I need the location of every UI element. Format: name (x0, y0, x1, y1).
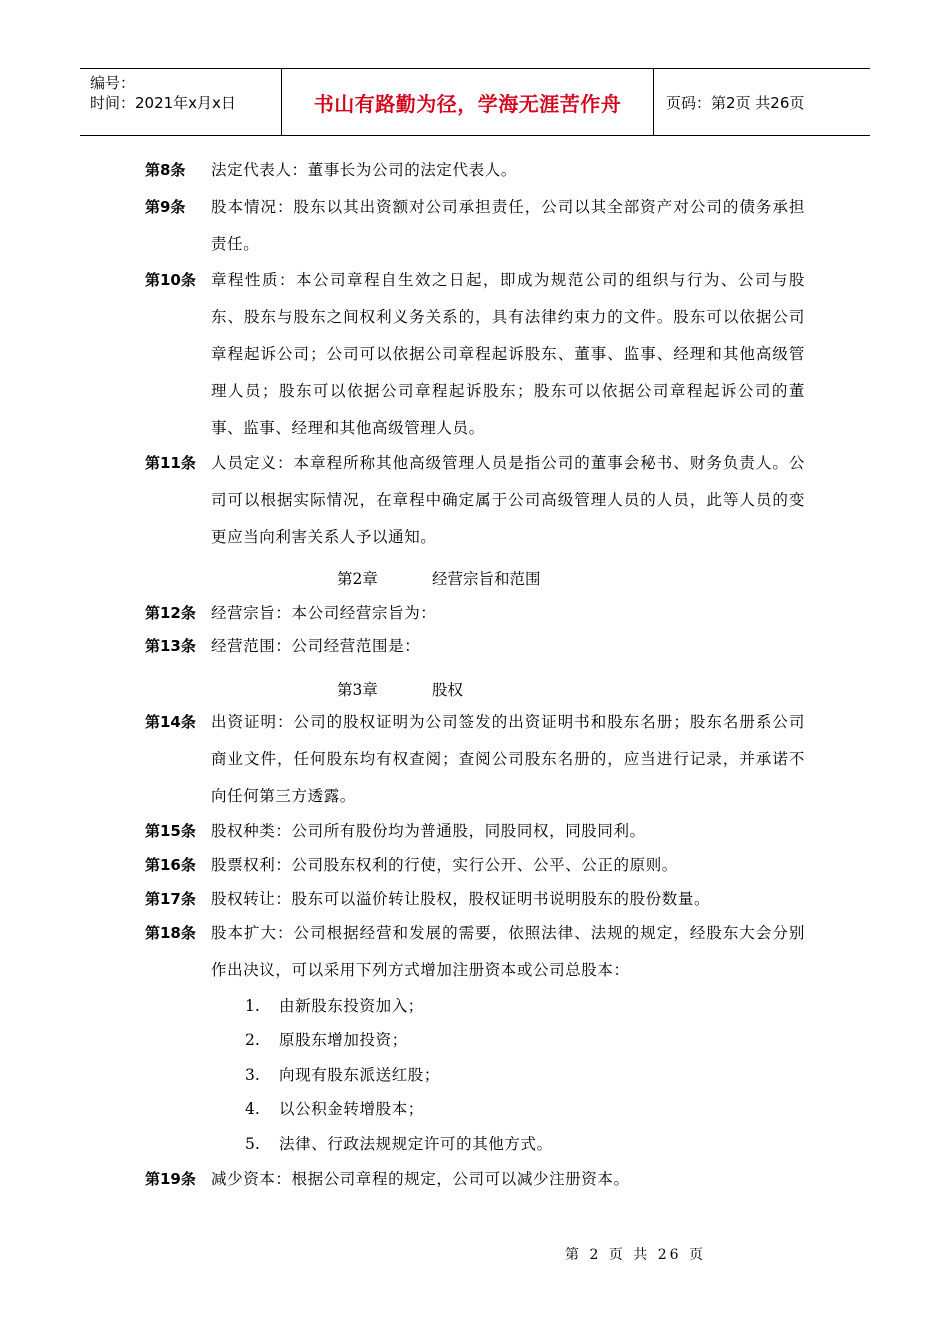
article-number: 第14条 (145, 713, 196, 731)
article-9 (145, 189, 805, 263)
page-header (80, 68, 870, 136)
article-number: 第18条 (145, 924, 196, 942)
article-number: 第15条 (145, 822, 196, 840)
article-number: 第11条 (145, 454, 196, 472)
article-number: 第16条 (145, 856, 196, 874)
article-number: 第13条 (145, 637, 196, 655)
article-text: 股票权利：公司股东权利的行使，实行公开、公平、公正的原则。 (211, 856, 678, 874)
article-8 (145, 152, 805, 189)
article-text: 股本情况：股东以其出资额对公司承担责任，公司以其全部资产对公司的债务承担责任。 (211, 198, 805, 253)
article-text: 股权种类：公司所有股份均为普通股，同股同权，同股同利。 (211, 822, 646, 840)
article-18 (145, 915, 805, 989)
article-text: 章程性质：本公司章程自生效之日起，即成为规范公司的组织与行为、公司与股东、股东与股东之间权利义务关系的，具有法律约束力的文件。股东可以依据公司章程起诉公司；公司可以依据公司章程起诉股东、董事、监事、经理和其他高级管理人员；股东可以依据公司章程起诉股东；股东可以依据公司章程起诉公司的董事、监事、经理和其他高级管理人员。 (211, 271, 805, 437)
article-text: 股权转让：股东可以溢价转让股权，股权证明书说明股东的股份数量。 (211, 890, 711, 908)
article-number: 第9条 (145, 198, 186, 216)
list-number: 2. (245, 1031, 260, 1049)
list-text: 法律、行政法规规定许可的其他方式。 (279, 1135, 553, 1153)
chapter-title: 股权 (432, 681, 464, 699)
list-number: 5. (245, 1135, 260, 1153)
article-text: 人员定义：本章程所称其他高级管理人员是指公司的董事会秘书、财务负责人。公司可以根据实际情况，在章程中确定属于公司高级管理人员的人员，此等人员的变更应当向利害关系人予以通知。 (211, 454, 805, 546)
article-text: 经营范围：公司经营范围是： (211, 637, 421, 655)
article-14 (145, 704, 805, 815)
article-text: 股本扩大：公司根据经营和发展的需要，依照法律、法规的规定，经股东大会分别作出决议，可以采用下列方式增加注册资本或公司总股本： (211, 924, 805, 979)
article-number: 第12条 (145, 604, 196, 622)
article-number: 第10条 (145, 271, 196, 289)
header-page-info: 页码：第2页 共26页 (666, 93, 805, 112)
serial-label: 编号： (90, 74, 136, 92)
date-label: 时间：2021年x月x日 (90, 94, 236, 112)
article-number: 第17条 (145, 890, 196, 908)
header-slogan: 书山有路勤为径，学海无涯苦作舟 (282, 69, 654, 135)
article-10 (145, 262, 805, 447)
article-text: 法定代表人：董事长为公司的法定代表人。 (211, 161, 517, 179)
list-text: 原股东增加投资； (279, 1031, 408, 1049)
article-19 (145, 1161, 805, 1198)
header-left-cell (80, 69, 282, 135)
list-number: 1. (245, 997, 260, 1015)
article-12 (145, 595, 805, 632)
article-16 (145, 847, 805, 884)
article-15 (145, 813, 805, 850)
footer-page-number: 第 2 页 共 26 页 (565, 1247, 706, 1263)
article-number: 第19条 (145, 1170, 196, 1188)
chapter-title: 经营宗旨和范围 (432, 570, 541, 588)
chapter-number: 第2章 (337, 570, 378, 588)
article-13 (145, 628, 805, 665)
article-17 (145, 881, 805, 918)
list-number: 4. (245, 1100, 260, 1118)
chapter-number: 第3章 (337, 681, 378, 699)
article-text: 经营宗旨：本公司经营宗旨为： (211, 604, 437, 622)
article-11 (145, 445, 805, 556)
list-text: 向现有股东派送红股； (279, 1066, 441, 1084)
article-number: 第8条 (145, 161, 186, 179)
list-text: 以公积金转增股本； (279, 1100, 424, 1118)
article-text: 出资证明：公司的股权证明为公司签发的出资证明书和股东名册；股东名册系公司商业文件，任何股东均有权查阅；查阅公司股东名册的，应当进行记录，并承诺不向任何第三方透露。 (211, 713, 805, 805)
list-text: 由新股东投资加入； (279, 997, 424, 1015)
list-number: 3. (245, 1066, 260, 1084)
article-text: 减少资本：根据公司章程的规定，公司可以减少注册资本。 (211, 1170, 630, 1188)
